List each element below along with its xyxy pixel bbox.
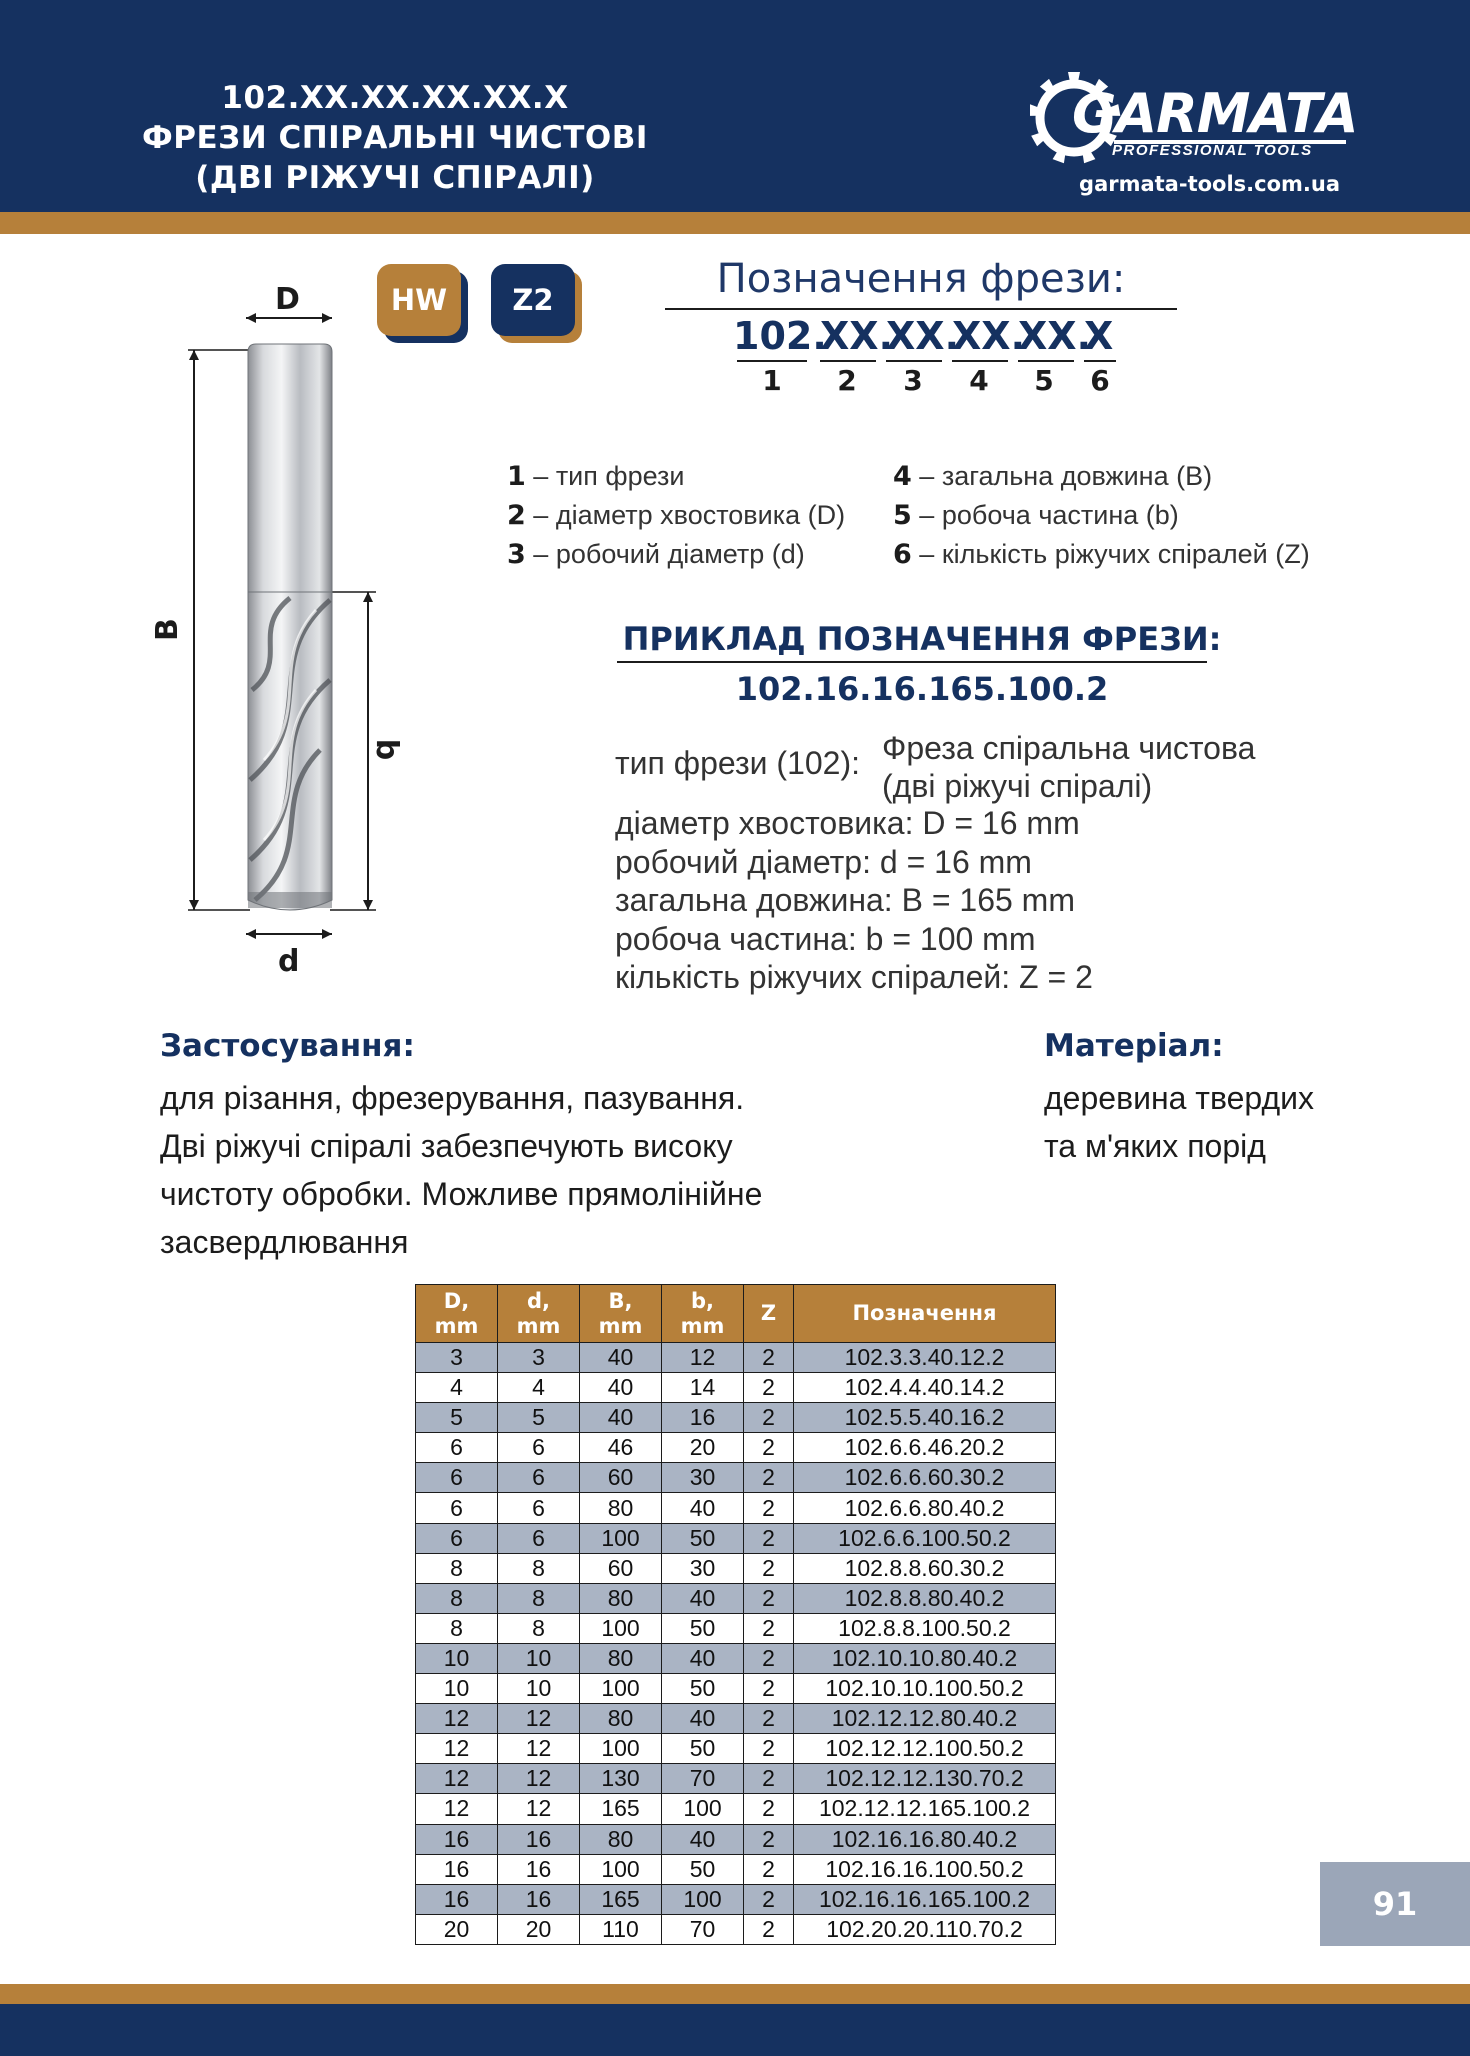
table-cell: 100 — [662, 1884, 744, 1914]
table-cell: 6 — [498, 1523, 580, 1553]
example-spec-line: робочий діаметр: d = 16 mm — [615, 843, 1032, 880]
table-cell: 14 — [662, 1373, 744, 1403]
table-cell: 50 — [662, 1613, 744, 1643]
table-row — [416, 1433, 1056, 1463]
table-cell: 40 — [662, 1824, 744, 1854]
table-row — [416, 1373, 1056, 1403]
table-cell: 40 — [580, 1403, 662, 1433]
table-row — [416, 1643, 1056, 1673]
table-row — [416, 1674, 1056, 1704]
table-cell: 102.3.3.40.12.2 — [794, 1343, 1056, 1373]
example-spec-line: робоча частина: b = 100 mm — [615, 920, 1036, 957]
table-cell: 16 — [416, 1884, 498, 1914]
table-row — [416, 1854, 1056, 1884]
material-title: Матеріал: — [1044, 1028, 1224, 1064]
table-cell: 4 — [416, 1373, 498, 1403]
table-cell: 12 — [498, 1734, 580, 1764]
table-cell: 102.20.20.110.70.2 — [794, 1914, 1056, 1944]
example-code: 102.16.16.165.100.2 — [735, 670, 1109, 708]
table-cell: 40 — [580, 1343, 662, 1373]
table-cell: 102.16.16.80.40.2 — [794, 1824, 1056, 1854]
table-cell: 50 — [662, 1734, 744, 1764]
table-cell: 30 — [662, 1553, 744, 1583]
table-row — [416, 1553, 1056, 1583]
table-cell: 8 — [498, 1613, 580, 1643]
table-cell: 20 — [662, 1433, 744, 1463]
example-spec-line: кількість ріжучих спіралей: Z = 2 — [615, 959, 1093, 995]
code-part-2: XX. — [820, 314, 894, 358]
table-cell: 4 — [498, 1373, 580, 1403]
table-row — [416, 1704, 1056, 1734]
table-cell: 10 — [416, 1674, 498, 1704]
code-part-6: X — [1084, 314, 1114, 358]
table-cell: 102.6.6.60.30.2 — [794, 1463, 1056, 1493]
table-cell: 2 — [744, 1794, 794, 1824]
code-underline-6 — [1084, 360, 1116, 362]
hw-badge: HW — [377, 264, 461, 336]
table-cell: 80 — [580, 1493, 662, 1523]
table-cell: 165 — [580, 1794, 662, 1824]
table-cell: 80 — [580, 1704, 662, 1734]
table-cell: 102.6.6.46.20.2 — [794, 1433, 1056, 1463]
application-text: для різання, фрезерування, пазування. Дві ріжучі спіралі забезпечують високу чистоту обробки. Можливе прямолінійне засвердлювання — [160, 1080, 763, 1260]
table-cell: 2 — [744, 1643, 794, 1673]
table-row — [416, 1523, 1056, 1553]
designation-rule — [665, 308, 1177, 310]
table-cell: 8 — [498, 1583, 580, 1613]
code-number-5: 5 — [1034, 364, 1054, 397]
code-part-3: XX. — [886, 314, 960, 358]
code-number-6: 6 — [1090, 364, 1110, 397]
example-rule — [617, 661, 1207, 663]
code-underline-3 — [886, 360, 942, 362]
table-cell: 16 — [416, 1854, 498, 1884]
label-shank-diameter: D — [275, 282, 300, 317]
col-header-b: b, mm — [662, 1285, 744, 1343]
legend-left — [507, 457, 845, 574]
table-cell: 70 — [662, 1914, 744, 1944]
example-spec-line: загальна довжина: B = 165 mm — [615, 882, 1075, 918]
table-cell: 2 — [744, 1884, 794, 1914]
table-row — [416, 1583, 1056, 1613]
table-cell: 10 — [498, 1643, 580, 1673]
table-cell: 2 — [744, 1343, 794, 1373]
table-cell: 12 — [416, 1734, 498, 1764]
table-cell: 100 — [580, 1734, 662, 1764]
table-cell: 102.8.8.60.30.2 — [794, 1553, 1056, 1583]
table-cell: 2 — [744, 1463, 794, 1493]
table-header-row — [416, 1285, 1056, 1343]
table-cell: 102.16.16.100.50.2 — [794, 1854, 1056, 1884]
table-cell: 12 — [416, 1704, 498, 1734]
col-header-D: D, mm — [416, 1285, 498, 1343]
legend-item-5: 5 – робоча частина (b) — [893, 500, 1179, 531]
page-number: 91 — [1320, 1862, 1470, 1946]
table-cell: 102.10.10.80.40.2 — [794, 1643, 1056, 1673]
table-row — [416, 1824, 1056, 1854]
code-underline-2 — [820, 360, 876, 362]
table-cell: 102.5.5.40.16.2 — [794, 1403, 1056, 1433]
table-cell: 60 — [580, 1553, 662, 1583]
table-cell: 2 — [744, 1734, 794, 1764]
table-row — [416, 1613, 1056, 1643]
legend-item-3: 3 – робочий діаметр (d) — [507, 539, 805, 570]
legend-item-1: 1 – тип фрези — [507, 461, 685, 492]
table-cell: 130 — [580, 1764, 662, 1794]
table-cell: 102.6.6.80.40.2 — [794, 1493, 1056, 1523]
code-number-3: 3 — [903, 364, 923, 397]
table-cell: 10 — [498, 1674, 580, 1704]
logo-text: GARMATA — [1072, 82, 1358, 145]
table-cell: 6 — [416, 1523, 498, 1553]
col-header-B: B, mm — [580, 1285, 662, 1343]
table-cell: 80 — [580, 1583, 662, 1613]
table-cell: 50 — [662, 1523, 744, 1553]
legend-right — [893, 457, 1310, 574]
code-number-1: 1 — [762, 364, 782, 397]
table-cell: 16 — [416, 1824, 498, 1854]
example-spec-line: діаметр хвостовика: D = 16 mm — [615, 805, 1080, 841]
table-cell: 102.4.4.40.14.2 — [794, 1373, 1056, 1403]
code-part-1: 102. — [733, 314, 827, 358]
table-cell: 102.8.8.100.50.2 — [794, 1613, 1056, 1643]
table-row — [416, 1403, 1056, 1433]
table-cell: 12 — [662, 1343, 744, 1373]
table-cell: 110 — [580, 1914, 662, 1944]
table-row — [416, 1463, 1056, 1493]
table-cell: 6 — [498, 1463, 580, 1493]
table-row — [416, 1884, 1056, 1914]
col-header-designation: Позначення — [794, 1285, 1056, 1343]
table-cell: 16 — [498, 1824, 580, 1854]
code-underline-4 — [952, 360, 1008, 362]
col-header-Z: Z — [744, 1285, 794, 1343]
table-cell: 12 — [416, 1794, 498, 1824]
table-cell: 6 — [416, 1463, 498, 1493]
table-cell: 20 — [416, 1914, 498, 1944]
table-cell: 2 — [744, 1613, 794, 1643]
table-cell: 8 — [416, 1553, 498, 1583]
table-cell: 6 — [498, 1493, 580, 1523]
table-cell: 2 — [744, 1854, 794, 1884]
table-cell: 12 — [498, 1764, 580, 1794]
table-cell: 2 — [744, 1553, 794, 1583]
table-cell: 2 — [744, 1493, 794, 1523]
table-cell: 30 — [662, 1463, 744, 1493]
table-cell: 12 — [498, 1794, 580, 1824]
table-cell: 2 — [744, 1704, 794, 1734]
table-cell: 3 — [498, 1343, 580, 1373]
table-cell: 16 — [498, 1854, 580, 1884]
table-cell: 165 — [580, 1884, 662, 1914]
legend-item-4: 4 – загальна довжина (B) — [893, 461, 1213, 492]
legend-item-6: 6 – кількість ріжучих спіралей (Z) — [893, 539, 1310, 570]
table-cell: 100 — [580, 1523, 662, 1553]
table-cell: 102.12.12.130.70.2 — [794, 1764, 1056, 1794]
table-cell: 102.12.12.80.40.2 — [794, 1704, 1056, 1734]
table-row — [416, 1914, 1056, 1944]
table-cell: 12 — [416, 1764, 498, 1794]
table-cell: 2 — [744, 1403, 794, 1433]
table-cell: 2 — [744, 1674, 794, 1704]
table-cell: 2 — [744, 1373, 794, 1403]
z2-badge: Z2 — [491, 264, 575, 336]
table-cell: 40 — [662, 1704, 744, 1734]
table-cell: 40 — [662, 1643, 744, 1673]
table-cell: 8 — [416, 1613, 498, 1643]
table-cell: 100 — [580, 1854, 662, 1884]
table-cell: 70 — [662, 1764, 744, 1794]
code-underline-1 — [737, 360, 807, 362]
table-cell: 10 — [416, 1643, 498, 1673]
label-working-diameter: d — [278, 944, 300, 979]
table-cell: 5 — [416, 1403, 498, 1433]
end-mill-drawing — [140, 280, 460, 1000]
table-cell: 12 — [498, 1704, 580, 1734]
header-stripe — [0, 212, 1470, 234]
code-number-4: 4 — [969, 364, 989, 397]
table-cell: 40 — [662, 1493, 744, 1523]
application-title: Застосування: — [160, 1028, 415, 1064]
legend-item-2: 2 – діаметр хвостовика (D) — [507, 500, 846, 531]
table-row — [416, 1794, 1056, 1824]
footer-bar — [0, 2004, 1470, 2056]
table-cell: 80 — [580, 1824, 662, 1854]
table-cell: 8 — [416, 1583, 498, 1613]
specs-table — [415, 1284, 1056, 1945]
code-number-2: 2 — [837, 364, 857, 397]
title-line-3: (ДВІ РІЖУЧІ СПІРАЛІ) — [195, 160, 595, 196]
page-title — [135, 78, 655, 198]
footer-stripe — [0, 1984, 1470, 2004]
example-type-label: тип фрези (102): — [615, 745, 860, 781]
table-cell: 50 — [662, 1674, 744, 1704]
table-row — [416, 1764, 1056, 1794]
designation-title: Позначення фрези: — [716, 256, 1126, 302]
table-cell: 6 — [416, 1433, 498, 1463]
table-cell: 2 — [744, 1824, 794, 1854]
table-cell: 102.10.10.100.50.2 — [794, 1674, 1056, 1704]
table-cell: 102.12.12.165.100.2 — [794, 1794, 1056, 1824]
table-cell: 20 — [498, 1914, 580, 1944]
label-working-length: b — [369, 738, 405, 761]
table-row — [416, 1734, 1056, 1764]
logo-subtitle: PROFESSIONAL TOOLS — [1112, 142, 1313, 159]
table-cell: 102.6.6.100.50.2 — [794, 1523, 1056, 1553]
table-cell: 102.16.16.165.100.2 — [794, 1884, 1056, 1914]
table-cell: 2 — [744, 1523, 794, 1553]
table-cell: 2 — [744, 1583, 794, 1613]
title-line-1: 102.XX.XX.XX.XX.X — [221, 80, 569, 116]
table-cell: 2 — [744, 1914, 794, 1944]
table-cell: 6 — [498, 1433, 580, 1463]
col-header-d: d, mm — [498, 1285, 580, 1343]
table-row — [416, 1343, 1056, 1373]
website-link[interactable]: garmata-tools.com.ua — [1079, 172, 1340, 196]
table-cell: 2 — [744, 1433, 794, 1463]
table-cell: 5 — [498, 1403, 580, 1433]
table-cell: 100 — [580, 1674, 662, 1704]
code-part-4: XX. — [952, 314, 1026, 358]
table-cell: 102.8.8.80.40.2 — [794, 1583, 1056, 1613]
table-cell: 40 — [662, 1583, 744, 1613]
table-cell: 100 — [662, 1794, 744, 1824]
table-cell: 46 — [580, 1433, 662, 1463]
table-cell: 16 — [498, 1884, 580, 1914]
table-cell: 8 — [498, 1553, 580, 1583]
table-cell: 50 — [662, 1854, 744, 1884]
table-cell: 16 — [662, 1403, 744, 1433]
material-text: деревина твердих та м'яких порід — [1044, 1080, 1314, 1164]
table-cell: 60 — [580, 1463, 662, 1493]
example-specs — [615, 804, 1093, 997]
example-title: ПРИКЛАД ПОЗНАЧЕННЯ ФРЕЗИ: — [622, 620, 1222, 658]
table-cell: 2 — [744, 1764, 794, 1794]
table-cell: 100 — [580, 1613, 662, 1643]
title-line-2: ФРЕЗИ СПІРАЛЬНІ ЧИСТОВІ — [142, 120, 648, 156]
table-cell: 3 — [416, 1343, 498, 1373]
table-cell: 40 — [580, 1373, 662, 1403]
code-part-5: XX. — [1018, 314, 1092, 358]
table-cell: 80 — [580, 1643, 662, 1673]
code-underline-5 — [1018, 360, 1074, 362]
table-cell: 6 — [416, 1493, 498, 1523]
label-total-length: B — [149, 618, 185, 641]
example-type-value: Фреза спіральна чистова (дві ріжучі спіралі) — [882, 730, 1256, 804]
table-cell: 102.12.12.100.50.2 — [794, 1734, 1056, 1764]
table-row — [416, 1493, 1056, 1523]
